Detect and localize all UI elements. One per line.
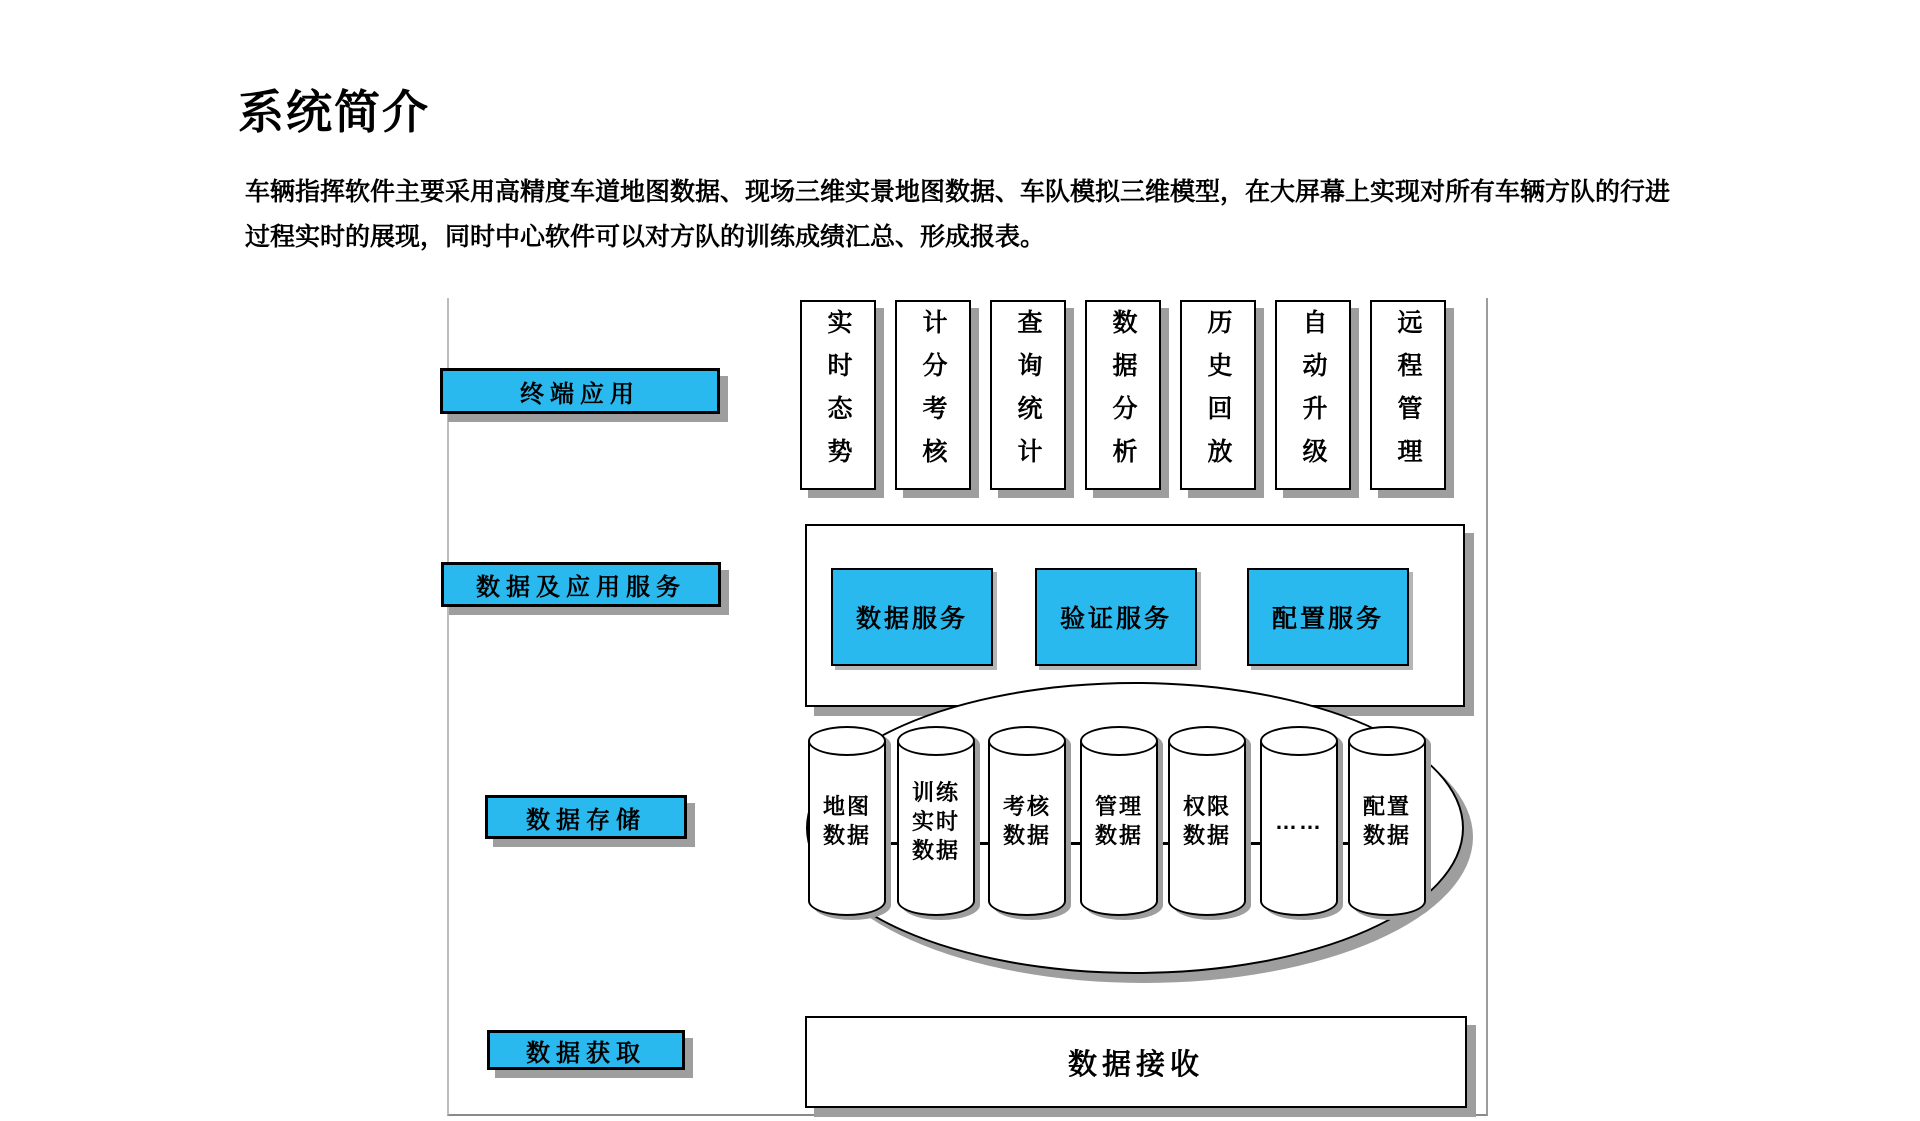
page-title: 系统简介 [238, 86, 430, 138]
db-cylinder [808, 726, 886, 916]
cylinder-label [1168, 726, 1246, 916]
intro-line: 过程实时的展现，同时中心软件可以对方队的训练成绩汇总、形成报表。 [245, 223, 1046, 251]
cylinder-label [808, 726, 886, 916]
cylinder-label-line: 地图 [822, 794, 871, 819]
cylinder-label [1080, 726, 1158, 916]
terminal-app-box [895, 300, 971, 490]
cylinder-label-line: …… [1275, 808, 1323, 834]
cylinder-label [988, 726, 1066, 916]
terminal-app-label: 历史回放 [1204, 309, 1232, 481]
intro-line: 车辆指挥软件主要采用高精度车道地图数据、现场三维实景地图数据、车队模拟三维模型，在大屏幕上实现对所有车辆方队的行进 [245, 178, 1671, 206]
service-button: 数据服务 [831, 568, 993, 666]
cylinder-label-line: 训练 [911, 779, 960, 805]
db-cylinder [1348, 726, 1426, 916]
cylinder-label [1260, 726, 1338, 916]
terminal-app-box [800, 300, 876, 490]
terminal-app-label: 远程管理 [1394, 309, 1422, 481]
terminal-app-box [1370, 300, 1446, 490]
terminal-app-label: 自动升级 [1299, 309, 1327, 481]
terminal-app-label: 查询统计 [1014, 309, 1042, 481]
db-cylinder [988, 726, 1066, 916]
cylinder-label [897, 726, 975, 916]
service-button: 配置服务 [1247, 568, 1409, 666]
cylinder-label [1348, 726, 1426, 916]
layer-label-data-acquisition: 数据获取 [487, 1030, 685, 1070]
db-cylinder [1080, 726, 1158, 916]
intro-paragraph [245, 170, 1670, 260]
terminal-app-box [1085, 300, 1161, 490]
terminal-app-box [990, 300, 1066, 490]
data-receiver-box: 数据接收 [805, 1016, 1467, 1108]
terminal-app-box [1180, 300, 1256, 490]
db-cylinder [1168, 726, 1246, 916]
cylinder-label-line: 数据 [822, 823, 871, 848]
db-cylinder [1260, 726, 1338, 916]
cylinder-label-line: 配置 [1362, 794, 1411, 819]
cylinder-label-line: 数据 [1002, 823, 1051, 848]
cylinder-label-line: 数据 [911, 837, 960, 863]
services-box [805, 524, 1465, 707]
cylinder-label-line: 权限 [1182, 794, 1231, 819]
layer-label-data-storage: 数据存储 [485, 795, 687, 839]
terminal-app-box [1275, 300, 1351, 490]
layer-label-data-app-services: 数据及应用服务 [441, 562, 721, 607]
cylinder-label-line: 数据 [1362, 823, 1411, 848]
cylinder-label-line: 数据 [1182, 823, 1231, 848]
layer-label-terminal-apps: 终端应用 [440, 368, 720, 414]
terminal-app-label: 数据分析 [1109, 309, 1137, 481]
terminal-app-label: 计分考核 [919, 309, 947, 481]
cylinder-label-line: 考核 [1002, 794, 1051, 819]
db-cylinder [897, 726, 975, 916]
cylinder-label-line: 数据 [1094, 823, 1143, 848]
cylinder-label-line: 管理 [1094, 794, 1143, 819]
terminal-app-label: 实时态势 [824, 309, 852, 481]
cylinder-label-line: 实时 [911, 808, 960, 834]
service-button: 验证服务 [1035, 568, 1197, 666]
